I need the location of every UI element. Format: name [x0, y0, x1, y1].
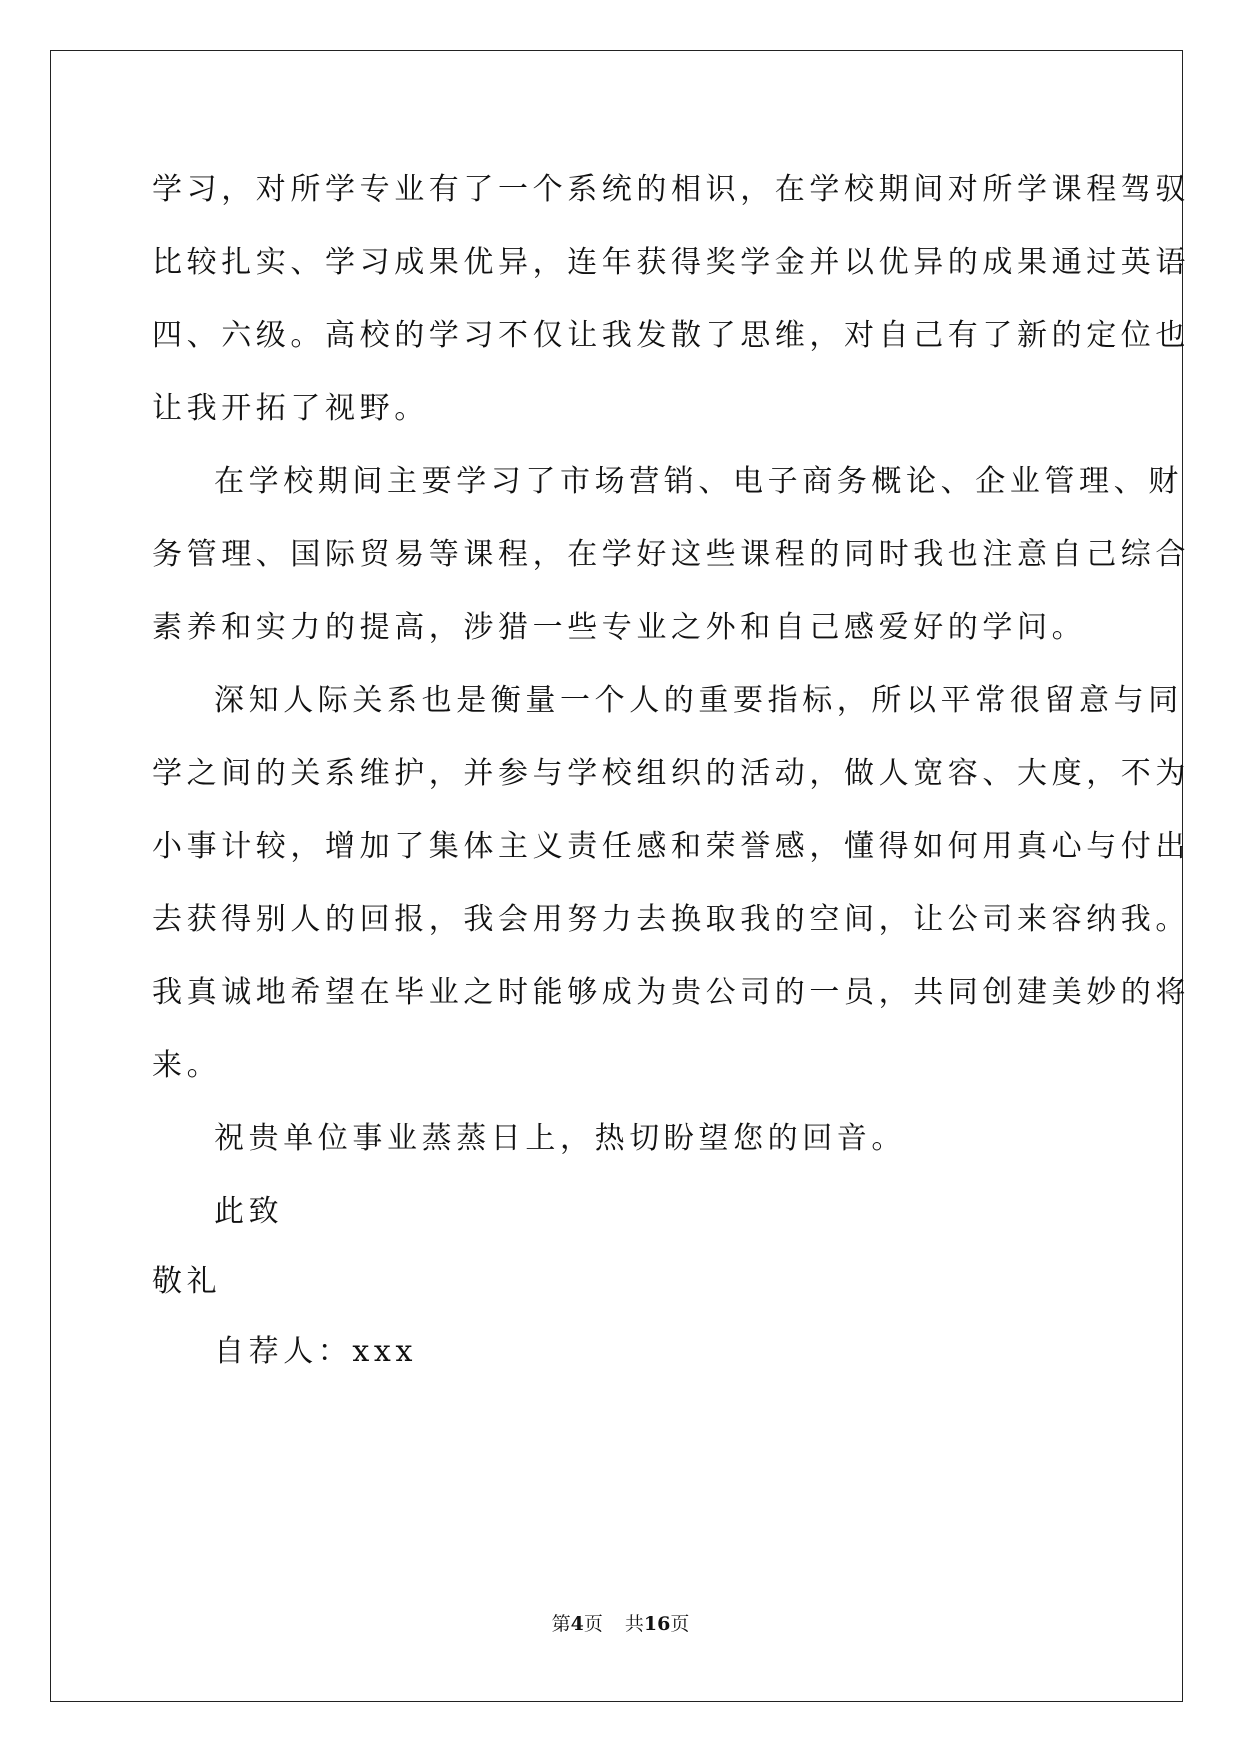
paragraph-start-line: 深知人际关系也是衡量一个人的重要指标，所以平常很留意与同 [214, 683, 1183, 718]
text-line: 让我开拓了视野。 [152, 391, 429, 426]
text-line: 去获得别人的回报，我会用努力去换取我的空间，让公司来容纳我。 [152, 902, 1190, 937]
total-prefix: 共 [624, 1613, 644, 1635]
text-line: 四、六级。高校的学习不仅让我发散了思维，对自己有了新的定位也 [152, 318, 1190, 353]
text-line: 学习，对所学专业有了一个系统的相识，在学校期间对所学课程驾驭 [152, 172, 1190, 207]
closing-wish: 祝贵单位事业蒸蒸日上，热切盼望您的回音。 [214, 1121, 906, 1156]
salutation-jingli: 敬礼 [152, 1264, 222, 1299]
total-suffix: 页 [670, 1613, 690, 1635]
page-current: 4 [570, 1613, 584, 1635]
text-line: 小事计较，增加了集体主义责任感和荣誉感，懂得如何用真心与付出 [152, 829, 1190, 864]
text-line: 来。 [152, 1048, 222, 1083]
page-total: 16 [643, 1613, 671, 1635]
text-line: 比较扎实、学习成果优异，连年获得奖学金并以优异的成果通过英语 [152, 245, 1190, 280]
page-prefix: 第 [551, 1613, 571, 1635]
salutation-cizhi: 此致 [214, 1194, 284, 1229]
paragraph-start-line: 在学校期间主要学习了市场营销、电子商务概论、企业管理、财 [214, 464, 1183, 499]
page-footer [0, 1612, 1241, 1636]
text-line: 学之间的关系维护，并参与学校组织的活动，做人宽容、大度，不为 [152, 756, 1190, 791]
text-line: 务管理、国际贸易等课程，在学好这些课程的同时我也注意自己综合 [152, 537, 1190, 572]
signature-line: 自荐人：xxx [214, 1334, 417, 1369]
page-suffix: 页 [583, 1613, 603, 1635]
text-line: 素养和实力的提高，涉猎一些专业之外和自己感爱好的学问。 [152, 610, 1087, 645]
letter-body [152, 162, 1190, 1394]
text-line: 我真诚地希望在毕业之时能够成为贵公司的一员，共同创建美妙的将 [152, 975, 1190, 1010]
